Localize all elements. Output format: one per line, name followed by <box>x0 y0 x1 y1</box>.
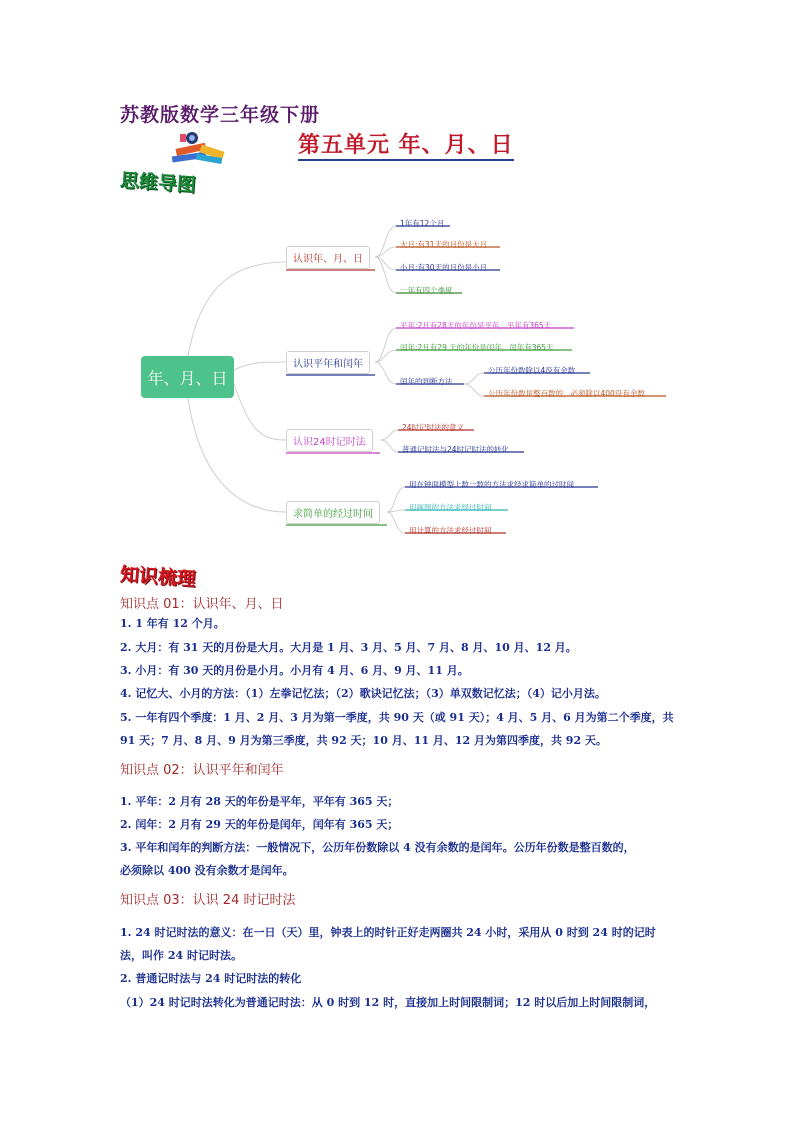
knowledge-line: 3. 平年和闰年的判断方法：一般情况下，公历年份数除以 4 没有余数的是闰年。公历年份数是整百数的， <box>120 841 635 854</box>
section-title-03: 知识点 03：认识 24 时记时法 <box>120 893 296 908</box>
mindmap-branch-year-month-day: 认识年、月、日 <box>286 246 370 269</box>
mindmap-branch-leap-year: 认识平年和闰年 <box>286 351 370 374</box>
knowledge-line: 5. 一年有四个季度：1 月、2 月、3 月为第一季度，共 90 天（或 91 天）；4 月、5 月、6 月为第二个季度，共 <box>120 711 674 724</box>
knowledge-line: 必须除以 400 没有余数才是闰年。 <box>120 864 294 877</box>
mindmap-leaf: 用在钟面模型上数一数的方法求经求简单的过时间 <box>409 480 574 489</box>
mindmap-branch-24-hour: 认识24时记时法 <box>286 429 373 452</box>
knowledge-line: 2. 普通记时法与 24 时记时法的转化 <box>120 972 302 985</box>
mindmap-leaf: 用画图的方法求经过时间 <box>409 503 492 512</box>
mindmap-leaf: 平年:2月有28天的年份是平年，平年有365天 <box>400 321 552 330</box>
mindmap-branch-elapsed-time: 求简单的经过时间 <box>286 501 380 524</box>
knowledge-heading: 知识梳理 <box>119 563 197 591</box>
knowledge-line: 1. 平年：2 月有 28 天的年份是平年，平年有 365 天； <box>120 795 399 808</box>
knowledge-line: 1. 1 年有 12 个月。 <box>120 617 225 630</box>
mindmap-leaf: 普通记时法与24时记时法的转化 <box>402 445 510 454</box>
mindmap-leaf: 用计算的方法求经过时间 <box>409 526 492 535</box>
knowledge-line: 4. 记忆大、小月的方法：（1）左拳记忆法；（2）歌诀记忆法；（3）单双数记忆法；（4）记小月法。 <box>120 687 606 700</box>
mindmap-subleaf: 公历年份数是整百数的，必须除以400没有余数 <box>488 389 645 398</box>
mindmap-leaf: 闰年的判断方法 <box>400 377 453 386</box>
knowledge-line: 2. 大月：有 31 天的月份是大月。大月是 1 月、3 月、5 月、7 月、8 月、10 月、12 月。 <box>120 641 577 654</box>
knowledge-line: （1）24 时记时法转化为普通记时法：从 0 时到 12 时，直接加上时间限制词；12 时以后加上时间限制词， <box>120 996 656 1009</box>
knowledge-line: 法，叫作 24 时记时法。 <box>120 949 242 962</box>
mindmap-leaf: 小月:有30天的月份是小月 <box>400 263 488 272</box>
unit-title: 第五单元 年、月、日 <box>298 131 514 161</box>
knowledge-line: 91 天；7 月、8 月、9 月为第三季度，共 92 天；10 月、11 月、12 月为第四季度，共 92 天。 <box>120 734 607 747</box>
section-title-02: 知识点 02：认识平年和闰年 <box>120 763 284 778</box>
book-title: 苏教版数学三年级下册 <box>120 104 321 126</box>
mindmap-connectors <box>0 0 794 560</box>
mindmap-leaf: 24时记时法的意义 <box>402 423 465 432</box>
section-title-01: 知识点 01：认识年、月、日 <box>120 597 284 612</box>
mindmap-subleaf: 公历年份数除以4没有余数 <box>488 366 576 375</box>
mindmap-heading: 思维导图 <box>119 169 197 197</box>
knowledge-line: 3. 小月：有 30 天的月份是小月。小月有 4 月、6 月、9 月、11 月。 <box>120 664 469 677</box>
mindmap-root: 年、月、日 <box>141 356 234 398</box>
mindmap-leaf: 闰年:2月有29 天的年份是闰年，闰年有365天 <box>400 343 554 352</box>
knowledge-line: 2. 闰年：2 月有 29 天的年份是闰年，闰年有 365 天； <box>120 818 399 831</box>
mindmap-leaf: 一年有四个季度 <box>400 286 453 295</box>
mindmap-leaf: 大月:有31天的月份是大月 <box>400 240 488 249</box>
knowledge-line: 1. 24 时记时法的意义：在一日（天）里，钟表上的时针正好走两圈共 24 小时，采用从 0 时到 24 时的记时 <box>120 926 656 939</box>
mindmap-leaf: 1年有12个月 <box>400 219 445 228</box>
